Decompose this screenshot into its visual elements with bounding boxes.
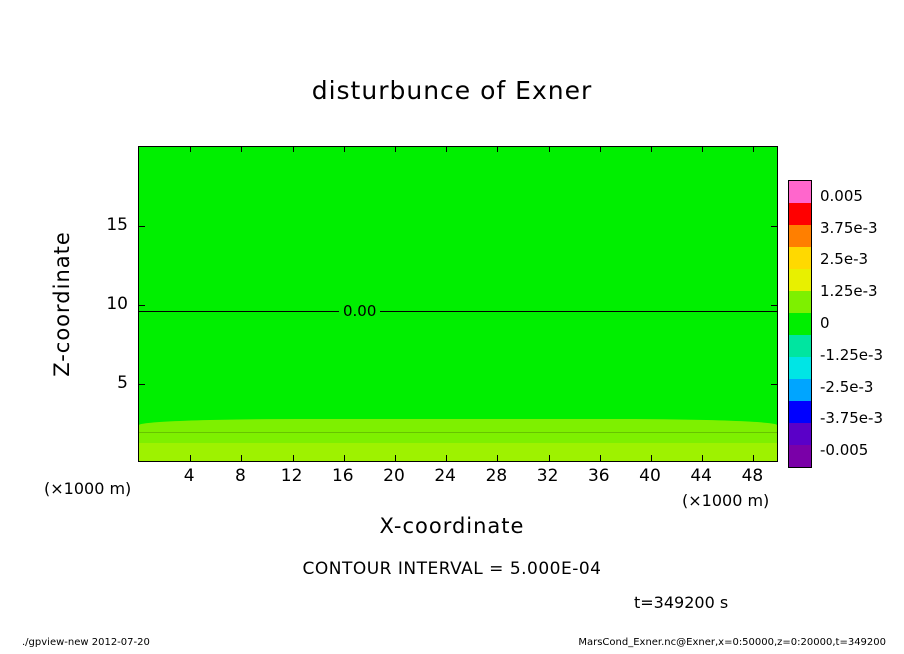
colorbar-tick-label-2: 2.5e-3 — [820, 250, 869, 269]
colorbar-tick-label-3: 1.25e-3 — [820, 282, 878, 301]
colorbar-tick-label-0: 0.005 — [820, 186, 863, 205]
xtick-label-40: 40 — [639, 466, 661, 486]
xtick-top-24 — [446, 147, 447, 152]
xtick-label-24: 24 — [434, 466, 457, 486]
xtick-label-28: 28 — [485, 466, 508, 486]
colorbar-cell-1 — [789, 203, 811, 225]
xtick-top-32 — [549, 147, 550, 152]
xtick-20 — [395, 455, 396, 461]
xtick-16 — [344, 455, 345, 461]
ytick-right-15 — [771, 226, 777, 227]
colorbar-tick-label-5: -1.25e-3 — [820, 345, 883, 364]
colorbar-tick-label-4: 0 — [820, 314, 830, 332]
xtick-36 — [600, 455, 601, 461]
colorbar-cell-12 — [789, 445, 811, 467]
contour-line-zero — [139, 311, 777, 312]
colorbar-cell-6 — [789, 313, 811, 335]
xtick-40 — [651, 455, 652, 461]
xtick-top-40 — [651, 147, 652, 152]
x-unit-left-label: (×1000 m) — [44, 479, 132, 498]
xtick-top-44 — [702, 147, 703, 152]
xtick-label-44: 44 — [690, 466, 713, 486]
xtick-44 — [702, 455, 703, 461]
colorbar-cell-4 — [789, 269, 811, 291]
page-title: disturbunce of Exner — [311, 76, 593, 105]
colorbar-cell-9 — [789, 379, 811, 401]
xtick-8 — [241, 455, 242, 461]
xtick-label-16: 16 — [331, 466, 354, 486]
xtick-label-20: 20 — [383, 466, 405, 486]
xtick-top-4 — [190, 147, 191, 152]
colorbar-cell-11 — [789, 423, 811, 445]
y-axis-title: Z-coordinate — [50, 231, 74, 377]
xtick-top-48 — [753, 147, 754, 152]
xtick-top-20 — [395, 147, 396, 152]
colorbar-cell-3 — [789, 247, 811, 269]
colorbar-cell-8 — [789, 357, 811, 379]
xtick-top-16 — [344, 147, 345, 152]
xtick-24 — [446, 455, 447, 461]
contour-line-lower — [139, 432, 777, 433]
xtick-top-12 — [293, 147, 294, 152]
xtick-label-36: 36 — [587, 466, 610, 486]
colorbar-cell-7 — [789, 335, 811, 357]
field-band-zero — [139, 147, 777, 461]
colorbar-tick-label-7: -3.75e-3 — [820, 409, 883, 428]
xtick-label-48: 48 — [741, 466, 764, 486]
xtick-28 — [497, 455, 498, 461]
contour-label-zero: 0.00 — [339, 303, 380, 320]
xtick-top-8 — [241, 147, 242, 152]
ytick-right-5 — [771, 384, 777, 385]
xtick-label-4: 4 — [183, 466, 195, 486]
footer-left-text: ./gpview-new 2012-07-20 — [22, 637, 150, 648]
time-label: t=349200 s — [634, 593, 729, 612]
x-unit-right-label: (×1000 m) — [682, 491, 770, 510]
xtick-top-28 — [497, 147, 498, 152]
xtick-48 — [753, 455, 754, 461]
xtick-4 — [190, 455, 191, 461]
xtick-label-32: 32 — [536, 466, 559, 486]
colorbar-tick-label-1: 3.75e-3 — [820, 218, 878, 237]
ytick-5 — [139, 384, 145, 385]
xtick-top-36 — [600, 147, 601, 152]
colorbar — [788, 180, 812, 468]
colorbar-cell-2 — [789, 225, 811, 247]
colorbar-tick-label-6: -2.5e-3 — [820, 377, 874, 396]
ytick-15 — [139, 226, 145, 227]
colorbar-cell-5 — [789, 291, 811, 313]
ytick-label-15: 15 — [106, 215, 128, 235]
ytick-label-10: 10 — [106, 294, 128, 314]
xtick-label-12: 12 — [280, 466, 303, 486]
colorbar-cell-10 — [789, 401, 811, 423]
xtick-12 — [293, 455, 294, 461]
ytick-label-5: 5 — [117, 373, 128, 393]
colorbar-cell-0 — [789, 181, 811, 203]
field-band-positive-mid — [139, 443, 777, 461]
ytick-10 — [139, 305, 145, 306]
xtick-label-8: 8 — [234, 466, 246, 486]
xtick-32 — [549, 455, 550, 461]
footer-right-text: MarsCond_Exner.nc@Exner,x=0:50000,z=0:20000,t=349200 — [578, 637, 886, 648]
contour-interval-label: CONTOUR INTERVAL = 5.000E-04 — [302, 559, 602, 579]
plot-area — [138, 146, 778, 462]
ytick-right-10 — [771, 305, 777, 306]
x-axis-title: X-coordinate — [379, 514, 525, 538]
colorbar-tick-label-8: -0.005 — [820, 441, 869, 460]
